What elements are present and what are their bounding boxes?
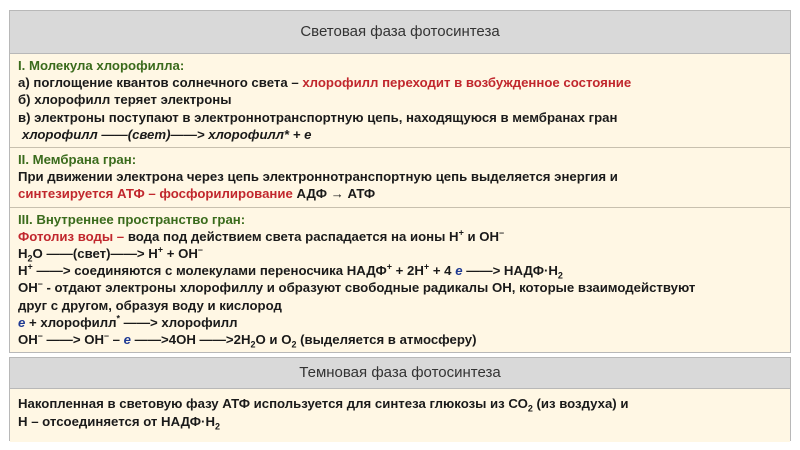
section-membrane-title: II. Мембрана гран: (18, 152, 137, 168)
photolysis-text-b: и ОН (463, 228, 500, 244)
line-a-highlight: хлорофилл переходит в возбужденное состояние (302, 75, 632, 91)
sup-minus: – (499, 227, 505, 238)
electron-symbol: е (123, 332, 132, 348)
electron-return-line (18, 314, 782, 331)
dark-phase-panel (9, 357, 791, 441)
photolysis-text: вода под действием света распадается на ионы Н (124, 228, 459, 244)
hydroxide-line-2: друг с другом, образуя воду и кислород (18, 297, 282, 313)
electron-symbol: е (18, 314, 26, 330)
oh-text: ОН (18, 280, 38, 296)
chlorophyll-line-a (18, 74, 782, 91)
membrane-highlight: синтезируется АТФ – фосфорилирование (18, 186, 293, 202)
chlorophyll-equation: хлорофилл ——(свет)——> хлорофилл* + е (22, 126, 312, 142)
final-equation (18, 331, 782, 348)
final-c: – (109, 332, 124, 348)
section-inner-space (10, 208, 790, 353)
photolysis-line (18, 228, 782, 245)
sup-minus: – (197, 244, 203, 255)
sub-2: 2 (291, 339, 297, 350)
sub-2: 2 (214, 421, 220, 432)
section-chlorophyll-title: I. Молекула хлорофилла: (18, 58, 185, 73)
sub-2: 2 (27, 253, 33, 264)
sup-minus: – (37, 330, 43, 341)
dark-line-2 (18, 413, 782, 431)
final-a: ОН (18, 332, 38, 348)
eq-h: Н (18, 246, 28, 262)
final-b: ——> ОН (42, 332, 104, 348)
sup-plus: + (157, 244, 164, 255)
chlorophyll-line-v: в) электроны поступают в электроннотранспортную цепь, находящуюся в мембранах гран (18, 109, 618, 125)
sub-2: 2 (250, 339, 256, 350)
h-text-c: + 2Н (392, 263, 424, 279)
dark-phase-title: Темновая фаза фотосинтеза (10, 358, 790, 389)
light-phase-title: Световая фаза фотосинтеза (10, 11, 790, 54)
hydrogen-line (18, 262, 782, 279)
chlorophyll-line-b: б) хлорофилл теряет электроны (18, 92, 232, 108)
sup-plus: + (386, 261, 392, 272)
water-equation (18, 245, 782, 262)
hydroxide-line (18, 279, 782, 296)
h-text-b: ——> соединяются с молекулами переносчика НАДФ (32, 263, 387, 279)
dark-line-1-a: Накопленная в световую фазу АТФ используется для синтеза глюкозы из СО (18, 396, 528, 411)
h-text-e: ——> НАДФ·Н (462, 263, 558, 279)
sup-minus: – (103, 330, 109, 341)
sup-plus: + (27, 261, 33, 272)
sup-minus: – (37, 279, 43, 290)
h-text: Н (18, 263, 28, 279)
sup-star: * (116, 313, 120, 324)
photolysis-highlight: Фотолиз воды – (18, 228, 125, 244)
section-membrane (10, 148, 790, 208)
line-a-text: а) поглощение квантов солнечного света – (18, 75, 303, 91)
section-inner-title: III. Внутреннее пространство гран: (18, 211, 246, 227)
final-f: (выделяется в атмосферу) (296, 332, 477, 348)
sub-2: 2 (527, 403, 533, 414)
oh-text-b: - отдают электроны хлорофиллу и образуют свободные радикалы ОН, которые взаимодействуют (42, 280, 696, 296)
dark-line-1 (18, 395, 782, 413)
final-d: ——>4ОН ——>2Н (131, 332, 251, 348)
electron-symbol: е (455, 263, 463, 279)
dark-line-1-b: (из воздуха) и (532, 396, 629, 411)
dark-line-2-text: Н – отсоединяется от НАДФ·Н (18, 414, 215, 429)
sup-plus: + (458, 227, 464, 238)
sub-2: 2 (557, 270, 563, 281)
eq-rest: О ——(свет)——> Н (32, 246, 158, 262)
sup-plus: + (423, 261, 430, 272)
light-phase-panel (9, 10, 791, 353)
electron-chl-end: ——> хлорофилл (120, 314, 238, 330)
electron-chl: + хлорофилл (25, 314, 117, 330)
membrane-line-2 (18, 185, 782, 202)
section-chlorophyll (10, 54, 790, 148)
final-e: О и О (255, 332, 292, 348)
membrane-line-1: При движении электрона через цепь электроннотранспортную цепь выделяется энергия и (18, 169, 618, 185)
membrane-rest: АДФ → АТФ (292, 186, 376, 202)
h-text-d: + 4 (429, 263, 456, 279)
eq-oh: + ОН (163, 246, 198, 262)
dark-phase-body (10, 389, 790, 442)
